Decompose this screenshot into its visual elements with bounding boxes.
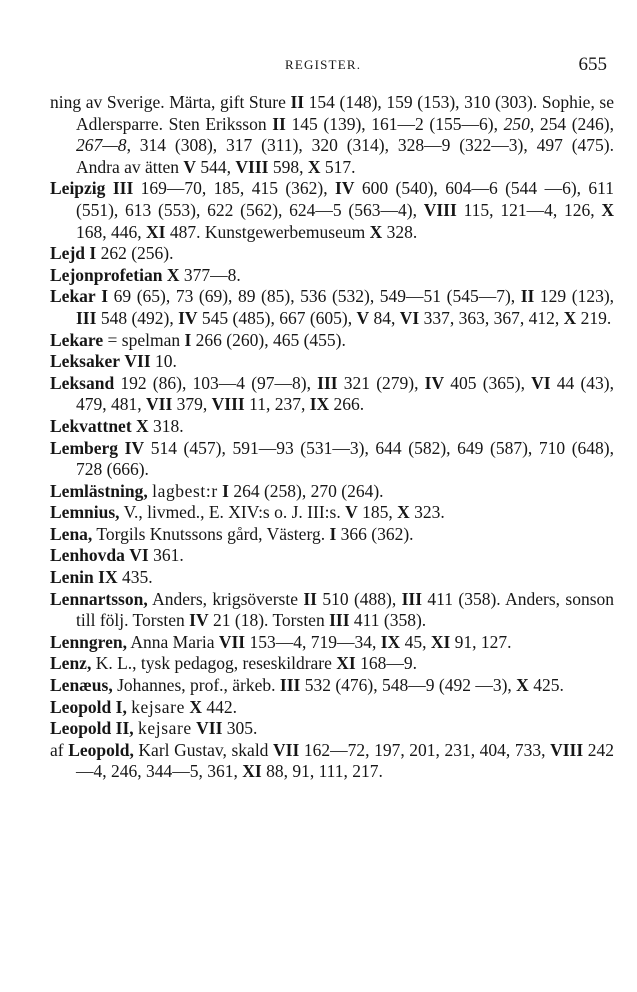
- entry-headword: Lemnius,: [50, 502, 120, 523]
- entry-text: , 254 (246),: [529, 113, 614, 134]
- index-entry-cont: [50, 92, 614, 178]
- volume-numeral: VI: [129, 545, 149, 566]
- entry-text: 305.: [222, 718, 258, 739]
- volume-numeral: X: [516, 675, 529, 696]
- volume-numeral: III: [76, 307, 97, 328]
- entry-text: 115, 121—4, 126,: [456, 199, 602, 220]
- entry-headword: Leopold,: [68, 739, 134, 760]
- volume-numeral: VII: [146, 394, 173, 415]
- entry-headword: Leopold II,: [50, 718, 134, 739]
- index-entry-leipzig: [50, 178, 614, 243]
- volume-numeral: III: [329, 610, 350, 631]
- entry-text: 145 (139), 161—2 (155—6),: [285, 113, 504, 134]
- volume-numeral: III: [401, 588, 423, 609]
- volume-numeral: I: [89, 243, 97, 264]
- entry-text: 129 (123),: [534, 286, 615, 307]
- entry-text: 192 (86), 103—4 (97—8),: [114, 372, 318, 393]
- volume-numeral: III: [279, 675, 301, 696]
- spaced-text: kejsare: [138, 718, 192, 739]
- entry-headword: Lennartsson,: [50, 588, 148, 609]
- entry-text: Karl Gustav, skald: [133, 739, 274, 760]
- volume-numeral: IX: [309, 394, 330, 415]
- volume-numeral: V: [183, 156, 197, 177]
- index-entry-lekare: [50, 330, 614, 352]
- volume-numeral: III: [317, 372, 338, 393]
- entry-headword: Leipzig: [50, 178, 106, 199]
- entry-text: 168—9.: [355, 653, 417, 674]
- index-entry-lennartsson: [50, 589, 614, 632]
- entry-text: 318.: [148, 415, 184, 436]
- entry-headword: Lenæus,: [50, 675, 113, 696]
- volume-numeral: X: [397, 502, 410, 523]
- volume-numeral: I: [184, 329, 192, 350]
- entry-text: 323.: [409, 502, 445, 523]
- volume-numeral: IV: [335, 178, 355, 199]
- entry-text: 532 (476), 548—9 (492 —3),: [300, 675, 517, 696]
- entry-text: 510 (488),: [316, 588, 402, 609]
- entry-text: K. L., tysk pedagog, reseskildrare: [91, 653, 337, 674]
- entry-headword: Leksand: [50, 372, 115, 393]
- entry-text: 425.: [528, 675, 564, 696]
- entry-headword: Lemlästning,: [50, 480, 148, 501]
- entry-headword: Lenngren,: [50, 631, 127, 652]
- entry-text: 10.: [150, 351, 177, 372]
- index-entry-lejonprofetian: [50, 265, 614, 287]
- volume-numeral: V: [356, 307, 370, 328]
- entry-headword: Leopold I,: [50, 696, 127, 717]
- entry-headword: Lenin: [50, 567, 94, 588]
- entry-text: 379,: [172, 394, 212, 415]
- spaced-text: kejsare: [131, 696, 185, 717]
- entry-headword: Leksaker: [50, 351, 120, 372]
- index-entry-lekar: [50, 286, 614, 329]
- volume-numeral: X: [601, 199, 614, 220]
- entry-text: 242—4, 246, 344—5, 361,: [76, 739, 615, 782]
- volume-numeral: II: [303, 588, 317, 609]
- entry-text: Johannes, prof., ärkeb.: [112, 675, 280, 696]
- volume-numeral: VII: [124, 351, 151, 372]
- volume-numeral: VII: [218, 631, 246, 652]
- entry-text: 548 (492),: [96, 307, 179, 328]
- italic-page-ref: 250: [503, 113, 530, 134]
- volume-numeral: IV: [424, 372, 445, 393]
- volume-numeral: VIII: [235, 156, 269, 177]
- entry-text: 262 (256).: [96, 243, 174, 264]
- index-entry-lenhovda: [50, 545, 614, 567]
- volume-numeral: I: [222, 480, 229, 501]
- entry-text: Anders, krigsöverste: [147, 588, 304, 609]
- entry-text: 168, 446,: [76, 221, 146, 242]
- entry-text: 69 (65), 73 (69), 89 (85), 536 (532), 549—51 (545—7),: [108, 286, 521, 307]
- volume-numeral: XI: [430, 631, 451, 652]
- volume-numeral: VI: [531, 372, 551, 393]
- entry-text: ning av Sverige. Märta, gift Sture: [50, 92, 291, 112]
- spaced-text: lagbest:r: [152, 480, 218, 501]
- page-number: 655: [578, 54, 607, 75]
- entry-text: 517.: [320, 156, 356, 177]
- entry-text: 185,: [357, 502, 398, 523]
- entry-text: 219.: [576, 307, 612, 328]
- entry-headword: Lejd: [50, 243, 85, 264]
- entry-text: Torgils Knutssons gård, Västerg.: [92, 523, 330, 544]
- entry-text: 169—70, 185, 415 (362),: [133, 178, 336, 199]
- index-entry-af-leopold: [50, 740, 614, 783]
- index-entry-leopold1: [50, 697, 614, 719]
- entry-text: 411 (358).: [349, 610, 427, 631]
- volume-numeral: X: [369, 221, 383, 242]
- entry-text: , 314 (308), 317 (311), 320 (314), 328—9 (322—3), 497 (475). Andra av ätten: [76, 135, 614, 177]
- volume-numeral: X: [166, 264, 180, 285]
- running-title: REGISTER.: [285, 57, 362, 72]
- volume-numeral: IV: [124, 437, 145, 458]
- entry-headword: Lekare: [50, 329, 104, 350]
- volume-numeral: III: [112, 178, 134, 199]
- entry-text: 435.: [117, 567, 153, 588]
- entry-text: 366 (362).: [336, 523, 414, 544]
- entry-text: V., livmed., E. XIV:s o. J. III:s.: [119, 502, 346, 523]
- volume-numeral: II: [520, 286, 535, 307]
- entry-text: 264 (258), 270 (264).: [228, 480, 384, 501]
- italic-page-ref: 267—8: [76, 135, 127, 156]
- volume-numeral: I: [329, 523, 337, 544]
- volume-numeral: IV: [189, 610, 209, 631]
- entry-text: 321 (279),: [337, 372, 425, 393]
- page-header: [0, 52, 637, 78]
- entry-text: 11, 237,: [244, 394, 310, 415]
- entry-text: 361.: [148, 545, 184, 566]
- entry-headword: Lekar: [50, 286, 96, 307]
- index-entry-lena: [50, 524, 614, 546]
- entry-prefix: af: [50, 739, 69, 760]
- volume-numeral: XI: [146, 221, 166, 242]
- volume-numeral: II: [290, 92, 305, 112]
- entry-headword: Lenhovda: [50, 545, 125, 566]
- index-entry-leksaker: [50, 351, 614, 373]
- volume-numeral: VIII: [423, 199, 457, 220]
- entry-text: 266.: [329, 394, 365, 415]
- entry-text: 598,: [268, 156, 308, 177]
- entry-text: [105, 178, 112, 198]
- entry-text: 21 (18). Torsten: [208, 610, 330, 631]
- index-entry-lekvattnet: [50, 416, 614, 438]
- entry-text: 266 (260), 465 (455).: [191, 329, 346, 350]
- volume-numeral: VI: [399, 307, 420, 328]
- entry-text: 328.: [382, 221, 418, 242]
- entry-text: 84,: [369, 307, 400, 328]
- volume-numeral: VII: [196, 718, 223, 739]
- volume-numeral: VIII: [211, 394, 245, 415]
- entry-headword: Lejonprofetian: [50, 264, 163, 285]
- volume-numeral: IX: [98, 567, 118, 588]
- volume-numeral: IX: [380, 631, 401, 652]
- index-entry-leopold2: [50, 718, 614, 740]
- volume-numeral: X: [563, 307, 577, 328]
- entry-text: 405 (365),: [444, 372, 532, 393]
- volume-numeral: XI: [336, 653, 356, 674]
- index-entry-lemberg: [50, 438, 614, 481]
- volume-numeral: X: [136, 415, 149, 436]
- entry-text: 153—4, 719—34,: [245, 631, 381, 652]
- entry-text: = spelman: [103, 329, 185, 350]
- entry-text: 544,: [196, 156, 236, 177]
- index-entry-leksand: [50, 373, 614, 416]
- volume-numeral: II: [272, 113, 286, 134]
- index-entry-lenz: [50, 653, 614, 675]
- index-entry-lemnius: [50, 502, 614, 524]
- entry-text: 154 (148), 159 (153), 310 (303). Sophie, se Adlersparre. Sten Eriksson: [76, 92, 615, 134]
- index-entry-lemlastning: [50, 481, 614, 503]
- entry-text: 442.: [201, 696, 237, 717]
- index-entry-lenin: [50, 567, 614, 589]
- volume-numeral: XI: [242, 761, 262, 782]
- entry-text: Anna Maria: [126, 631, 219, 652]
- entry-text: 411 (358). Anders, sonson till följ. Torsten: [76, 588, 614, 631]
- index-entries: [50, 92, 614, 783]
- entry-text: 88, 91, 111, 217.: [261, 761, 383, 782]
- entry-text: 91, 127.: [450, 631, 512, 652]
- volume-numeral: X: [189, 696, 202, 717]
- index-entry-lenngren: [50, 632, 614, 654]
- entry-text: 44 (43), 479, 481,: [76, 372, 615, 415]
- volume-numeral: IV: [178, 307, 198, 328]
- entry-text: 514 (457), 591—93 (531—3), 644 (582), 649 (587), 710 (648), 728 (666).: [76, 437, 615, 480]
- volume-numeral: VII: [273, 739, 300, 760]
- entry-text: 600 (540), 604—6 (544 —6), 611 (551), 613 (553), 622 (562), 624—5 (563—4),: [76, 178, 615, 220]
- volume-numeral: V: [345, 502, 358, 523]
- index-entry-lejd: [50, 243, 614, 265]
- entry-headword: Lekvattnet: [50, 415, 132, 436]
- volume-numeral: VIII: [550, 739, 584, 760]
- entry-headword: Lena,: [50, 523, 93, 544]
- entry-headword: Lenz,: [50, 653, 92, 674]
- index-entry-lenaeus: [50, 675, 614, 697]
- entry-text: 162—72, 197, 201, 231, 404, 733,: [299, 739, 551, 760]
- entry-headword: Lemberg: [50, 437, 119, 458]
- entry-text: 377—8.: [179, 264, 241, 285]
- volume-numeral: I: [101, 286, 109, 307]
- entry-text: 487. Kunstgewerbemuseum: [165, 221, 370, 242]
- entry-text: 545 (485), 667 (605),: [197, 307, 357, 328]
- volume-numeral: X: [307, 156, 321, 177]
- entry-text: [118, 438, 125, 458]
- entry-text: 45,: [400, 631, 431, 652]
- entry-text: 337, 363, 367, 412,: [419, 307, 564, 328]
